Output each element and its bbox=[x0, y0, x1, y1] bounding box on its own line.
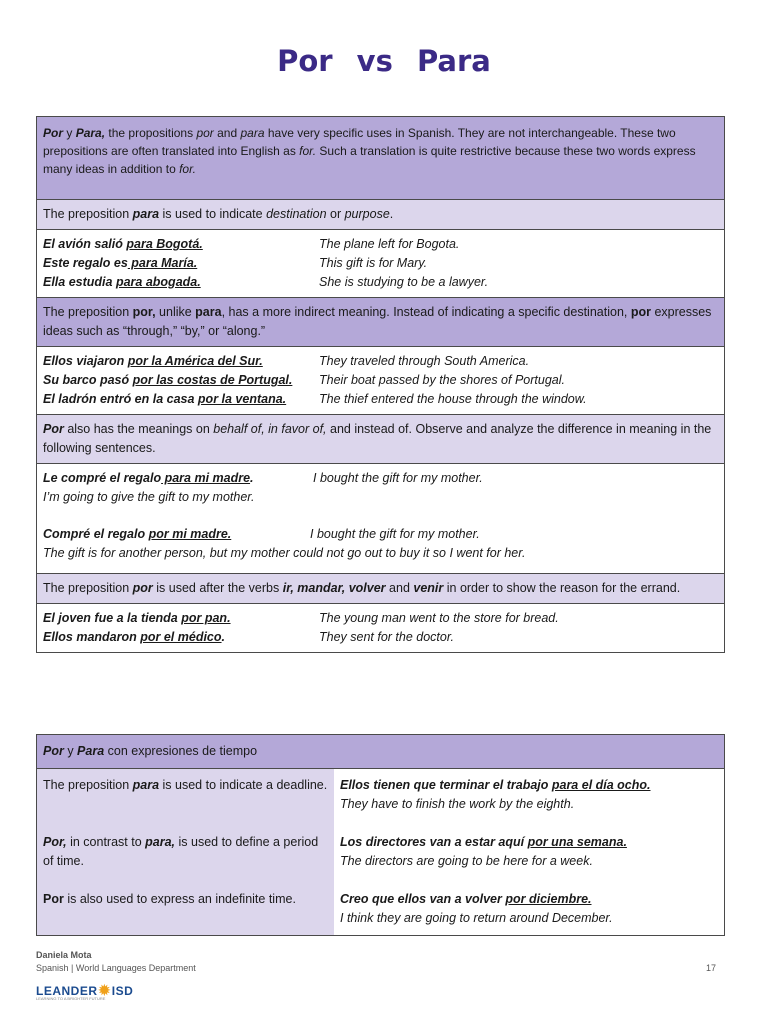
example-row: El joven fue a la tienda por pan. The young man went to the store for bread. bbox=[43, 611, 559, 625]
example-indefinite: Creo que ellos van a volver por diciembre. I think they are going to return around December. bbox=[340, 892, 613, 925]
author-name: Daniela Mota bbox=[36, 950, 92, 960]
time-table-body bbox=[37, 768, 724, 935]
rule-period: Por, in contrast to para, is used to define a period of time. bbox=[43, 835, 319, 868]
por-verbs-rule: The preposition por is used after the verbs ir, mandar, volver and venir in order to show the reason for the errand. bbox=[37, 573, 724, 603]
leander-isd-logo: LEANDER ✹ ISD bbox=[36, 982, 134, 998]
rule-deadline: The preposition para is used to indicate a deadline. bbox=[43, 778, 328, 792]
time-expressions-table bbox=[36, 734, 725, 936]
example-row: Ellos mandaron por el médico. They sent for the doctor. bbox=[43, 630, 455, 644]
page-number: 17 bbox=[706, 963, 717, 973]
rule-indefinite: Por is also used to express an indefinite time. bbox=[43, 892, 296, 906]
por-examples bbox=[37, 346, 724, 414]
examples-column bbox=[334, 769, 724, 935]
example-row: Su barco pasó por las costas de Portugal. Their boat passed by the shores of Portugal. bbox=[43, 373, 565, 387]
por-indirect-rule: The preposition por, unlike para, has a more indirect meaning. Instead of indicating a specific destination, por expresses ideas such as “through,” “by,” or “along.” bbox=[37, 297, 724, 346]
intro-cell: Por y Para, the propositions por and para have very specific uses in Spanish. They are not interchangeable. These two prepositions are often translated into English as for. Such a translation is quite restrictive because these two words express many ideas in addition to for. bbox=[37, 117, 724, 199]
example-row: Ellos viajaron por la América del Sur. They traveled through South America. bbox=[43, 354, 530, 368]
example-row: Este regalo es para María. This gift is for Mary. bbox=[43, 256, 428, 270]
time-table-header: Por y Para con expresiones de tiempo bbox=[37, 735, 724, 768]
example-row: Le compré el regalo para mi madre. I bought the gift for my mother. bbox=[43, 471, 483, 485]
example-row: El ladrón entró en la casa por la ventana. The thief entered the house through the window. bbox=[43, 392, 587, 406]
errand-examples bbox=[37, 603, 724, 652]
example-period: Los directores van a estar aquí por una semana. The directors are going to be here for a week. bbox=[340, 835, 627, 868]
example-note: The gift is for another person, but my mother could not go out to buy it so I went for her. bbox=[43, 546, 526, 560]
para-examples bbox=[37, 229, 724, 297]
por-behalf-rule: Por also has the meanings on behalf of, in favor of, and instead of. Observe and analyze the difference in meaning in the following sentences. bbox=[37, 414, 724, 463]
por-para-usage-table bbox=[36, 116, 725, 653]
example-deadline: Ellos tienen que terminar el trabajo para el día ocho. They have to finish the work by the eighth. bbox=[340, 778, 651, 811]
example-row: Ella estudia para abogada. She is studying to be a lawyer. bbox=[43, 275, 489, 289]
example-row: Compré el regalo por mi madre. I bought the gift for my mother. bbox=[43, 527, 480, 541]
rules-column bbox=[37, 769, 334, 935]
star-icon: ✹ bbox=[98, 982, 111, 998]
example-row: El avión salió para Bogotá. The plane left for Bogota. bbox=[43, 237, 460, 251]
page-title: Por vs Para bbox=[277, 44, 491, 78]
logo-tagline: LEARNING TO A BRIGHTER FUTURE bbox=[36, 996, 106, 1001]
behalf-examples bbox=[37, 463, 724, 573]
example-note: I’m going to give the gift to my mother. bbox=[43, 490, 255, 504]
para-destination-rule: The preposition para is used to indicate destination or purpose. bbox=[37, 199, 724, 229]
department-label: Spanish | World Languages Department bbox=[36, 963, 196, 973]
